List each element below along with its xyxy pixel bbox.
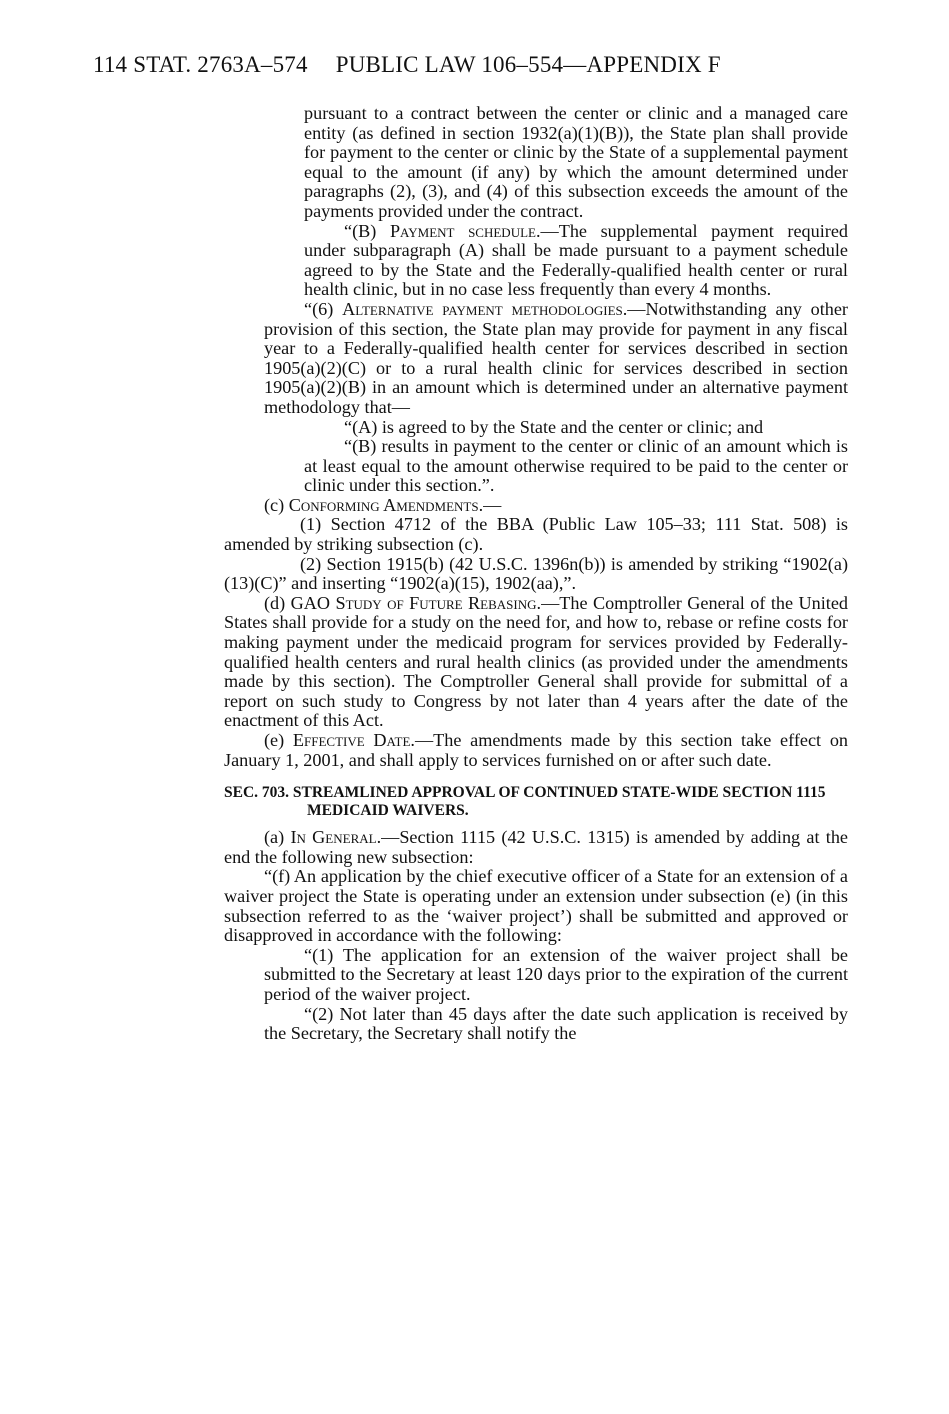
new-paragraph-2: “(2) Not later than 45 days after the date such application is received by the Secretary, the Secretary shall notify the bbox=[264, 1003, 848, 1044]
subsection-c-conforming-amendments: (c) Conforming Amendments.— bbox=[264, 494, 502, 515]
amendment-1: (1) Section 4712 of the BBA (Public Law 105–33; 111 Stat. 508) is amended by striking subsection (c). bbox=[224, 514, 848, 555]
subparagraph-b-payment-schedule: “(B) Payment schedule.—The supplemental payment required under subparagraph (A) shall be made pursuant to a payment schedule agreed to by the State and the Federally-qualified health center or rural health clinic, but in no case less frequently than every 4 months. bbox=[304, 220, 848, 300]
subsection-a-in-general: (a) In General.—Section 1115 (42 U.S.C. 1315) is amended by adding at the end the following new subsection: bbox=[224, 827, 849, 867]
subparagraph-b: “(B) results in payment to the center or clinic of an amount which is at least equal to the amount otherwise required to be paid to the center or clinic under this section.”. bbox=[304, 436, 848, 496]
new-subsection-f: “(f) An application by the chief executive officer of a State for an extension of a waiver project the State is operating under an extension under subsection (e) (in this subsection referred to as the ‘waiver project’) shall be submitted and approved or disapproved in accordance with the following: bbox=[224, 866, 848, 946]
section-703-heading: SEC. 703. STREAMLINED APPROVAL OF CONTINUED STATE-WIDE SECTION 1115 MEDICAID WAIVERS. bbox=[224, 784, 826, 820]
subsection-d-gao-study: (d) GAO Study of Future Rebasing.—The Comptroller General of the United States shall provide for a study on the need for, and how to, rebase or refine costs for making payment under the medicaid program for services provided by Federally-qualified health centers and rural health clinics (as provided under the amendments made by this section). The Comptroller General shall provide for submittal of a report on such study to Congress by not later than 4 years after the date of the enactment of this Act. bbox=[224, 592, 848, 731]
amendment-2: (2) Section 1915(b) (42 U.S.C. 1396n(b)) is amended by striking “1902(a)(13)(C)” and inserting “1902(a)(15), 1902(aa),”. bbox=[224, 553, 848, 594]
subsection-e-effective-date: (e) Effective Date.—The amendments made by this section take effect on January 1, 2001, and shall apply to services furnished on or after such date. bbox=[224, 730, 849, 770]
new-paragraph-1: “(1) The application for an extension of the waiver project shall be submitted to the Secretary at least 120 days prior to the expiration of the current period of the waiver project. bbox=[264, 944, 848, 1004]
running-head bbox=[93, 52, 721, 78]
stat-reference: 114 STAT. 2763A–574 bbox=[93, 52, 308, 77]
paragraph-continuation: pursuant to a contract between the center or clinic and a managed care entity (as defined in section 1932(a)(1)(B)), the State plan shall provide for payment to the center or clinic by the State of a supplemental payment equal to the amount (if any) by which the amount determined under paragraphs (2), (3), and (4) of this subsection exceeds the amount of the payments provided under the contract. bbox=[304, 103, 848, 221]
document-body bbox=[224, 104, 848, 1044]
subparagraph-a: “(A) is agreed to by the State and the center or clinic; and bbox=[344, 416, 764, 437]
law-title: PUBLIC LAW 106–554—APPENDIX F bbox=[335, 52, 721, 77]
paragraph-6-alternative-methodologies: “(6) Alternative payment methodologies.—Notwithstanding any other provision of this section, the State plan may provide for payment in any fiscal year to a Federally-qualified health center for services described in section 1905(a)(2)(C) or to a rural health clinic for services described in section 1905(a)(2)(B) in an amount which is determined under an alternative payment methodology that— bbox=[264, 298, 848, 417]
